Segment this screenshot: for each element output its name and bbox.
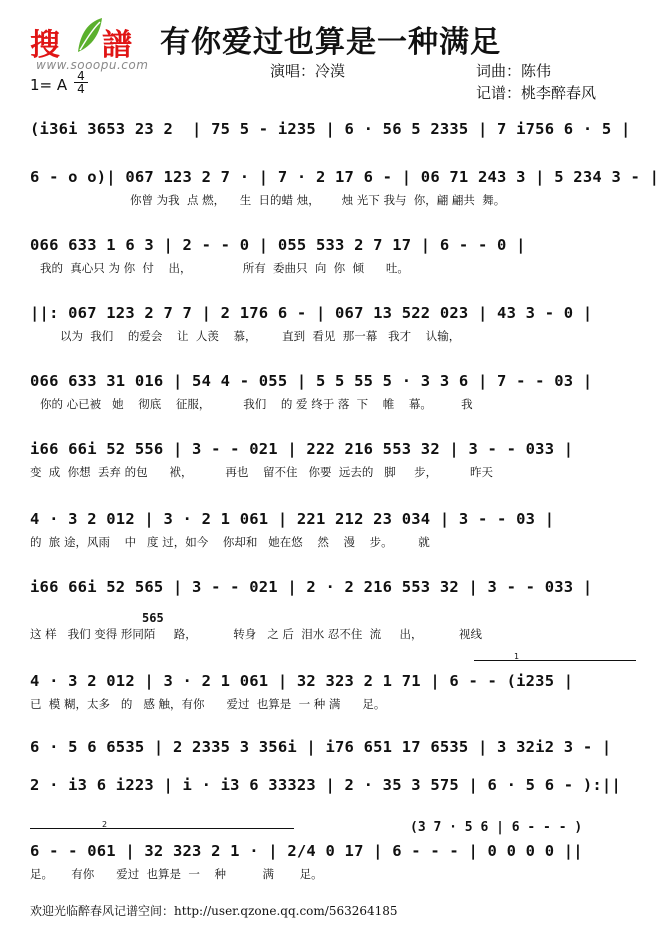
notation-line: ||: 067 123 2 7 7 | 2 176 6 - | 067 13 522 023 | 43 3 - 0 | [30,304,593,322]
key-signature: 1= A [30,76,68,94]
lyrics-line: 这 样 我们 变得 形同陌 路， 转身 之 后 泪水 忍不住 流 出， 视线 [30,627,482,641]
notation-line: 4 · 3 2 012 | 3 · 2 1 061 | 32 323 2 1 71 | 6 - - (i235 | [30,672,574,690]
score-row-11 [30,776,635,806]
composer-credit: 词曲：陈伟 [476,62,552,80]
score-row-6 [30,440,635,486]
volta-bracket-2 [30,820,294,829]
lyrics-line: 变 成 你想 丢弃 的包 袱， 再也 留不住 你要 远去的 脚 步， 昨天 [30,465,493,479]
time-signature-top: 4 [77,69,85,83]
notation-line: 066 633 31 016 | 54 4 - 055 | 5 5 55 5 · 3 3 6 | 7 - - 03 | [30,372,593,390]
notation-line: (i36i 3653 23 2 | 75 5 - i235 | 6 · 56 5 2335 | 7 i756 6 · 5 | [30,120,631,138]
lyrics-line: 以为 我们 的爱会 让 人羡 慕， 直到 看见 那一幕 我才 认输， [60,329,461,343]
score-row-1 [30,120,635,160]
score-row-5 [30,372,635,418]
score-row-2 [30,168,660,214]
notation-line: 2 · i3 6 i223 | i · i3 6 33323 | 2 · 35 3 575 | 6 · 5 6 - ):|| [30,776,621,794]
ending-phrase: (3 7 · 5 6 | 6 - - - ) [410,820,583,835]
lyrics-line: 的 旅 途，风雨 中 度 过，如今 你却和 她在悠 然 漫 步。 就 [30,535,430,549]
notation-line: 6 · 5 6 6535 | 2 2335 3 356i | i76 651 17 6535 | 3 32i2 3 - | [30,738,612,756]
score-row-9 [30,652,635,718]
volta-number: 2 [102,820,108,829]
leaf-icon [74,16,104,56]
singer-credit: 演唱：冷漠 [270,62,346,80]
lyrics-line: 你的 心已被 她 彻底 征服， 我们 的 爱 终于 落 下 帷 幕。 我 [40,397,473,411]
notation-line: 066 633 1 6 3 | 2 - - 0 | 055 533 2 7 17 | 6 - - 0 | [30,236,526,254]
score-row-10 [30,738,635,768]
notation-line: 4 · 3 2 012 | 3 · 2 1 061 | 221 212 23 034 | 3 - - 03 | [30,510,555,528]
notation-line: i66 66i 52 565 | 3 - - 021 | 2 · 2 216 553 32 | 3 - - 033 | [30,578,593,596]
sooopu-logo [22,14,152,76]
footer-credit: 欢迎光临醉春风记谱空间：http://user.qzone.qq.com/563264185 [30,904,398,918]
notation-line: i66 66i 52 556 | 3 - - 021 | 222 216 553 32 | 3 - - 033 | [30,440,574,458]
notation-line: 6 - o o)| 067 123 2 7 · | 7 · 2 17 6 - | 06 71 243 3 | 5 234 3 - | [30,168,660,186]
grace-notes: 565 [142,611,164,625]
logo-text-sou: 搜 [30,28,60,63]
logo-text-pu: 譜 [102,28,132,63]
time-signature-bottom: 4 [74,82,88,95]
notation-line: 6 - - 061 | 32 323 2 1 · | 2/4 0 17 | 6 - - - | 0 0 0 0 || [30,842,583,860]
score-row-12 [30,820,635,888]
lyrics-line: 我的 真心只 为 你 付 出， 所有 委曲只 向 你 倾 吐。 [40,261,409,275]
score-row-8 [30,578,635,641]
time-signature [74,70,88,95]
lyrics-line: 已 模 糊，太多 的 感 触，有你 爱过 也算是 一 种 满 足。 [30,697,386,711]
score-row-7 [30,510,635,556]
song-title: 有你爱过也算是一种满足 [160,25,501,60]
score-row-4 [30,304,635,350]
lyrics-line: 足。 有你 爱过 也算是 一 种 满 足。 [30,867,323,881]
score-row-3 [30,236,635,282]
logo-url: www.sooopu.com [36,58,149,72]
volta-bracket-1 [474,652,636,661]
lyrics-line: 你曾 为我 点 燃， 生 日的蜡 烛， 烛 光下 我与 你，翩 翩共 舞。 [130,193,506,207]
transcriber-credit: 记谱：桃李醉春风 [476,84,597,102]
volta-number: 1 [514,652,520,661]
